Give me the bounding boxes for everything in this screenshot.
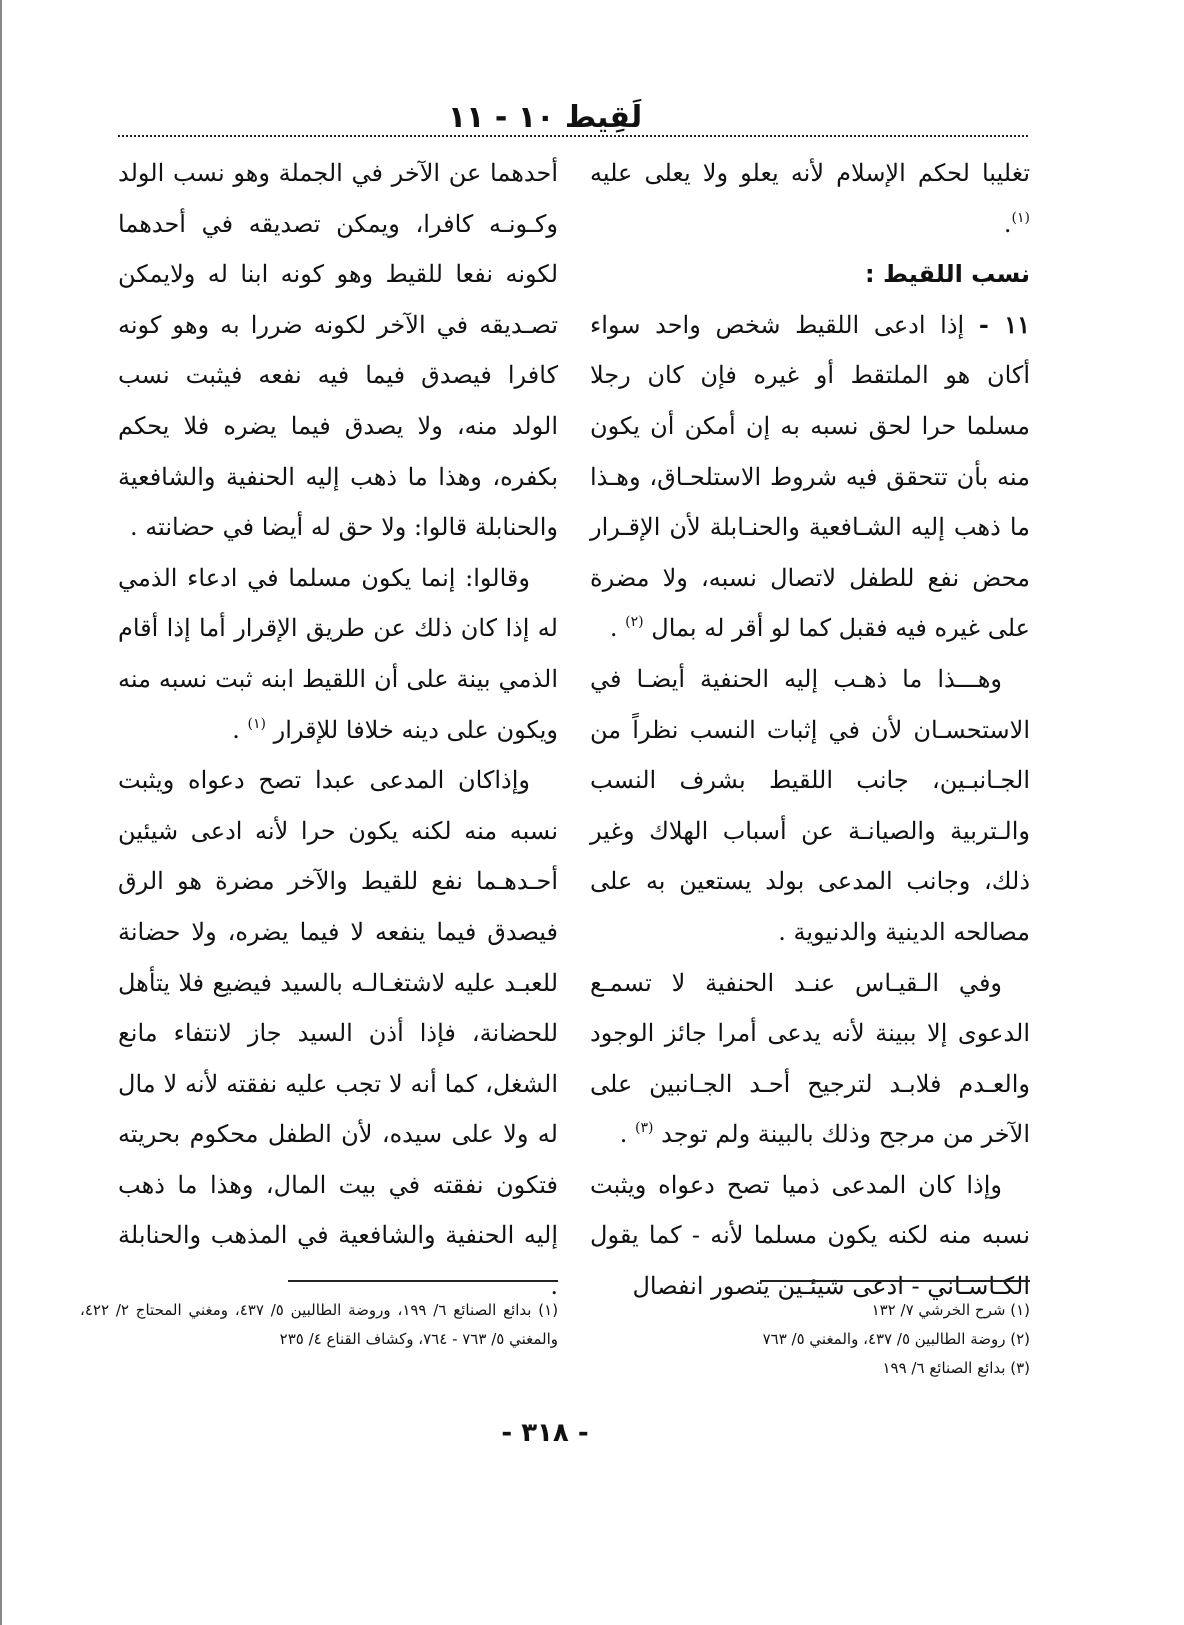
footnote-separator <box>288 1280 558 1282</box>
paragraph-end: . <box>619 1120 628 1149</box>
paragraph-end: . <box>609 614 618 643</box>
footnote-reference: (٢) <box>625 614 644 631</box>
footnote: (١) بدائع الصنائع ٦/ ١٩٩، وروضة الطالبين ٥/ ٤٣٧، ومغني المحتاج ٢/ ٤٢٢، والمغني ٥/ ٧٦٣ - ٧٦٤، وكشاف القناع ٤/ ٢٣٥ <box>80 1301 559 1348</box>
right-footnotes <box>760 1296 1030 1383</box>
paragraph-text: وقالوا: إنما يكون مسلما في ادعاء الذمي له إذا كان ذلك عن طريق الإقرار أما إذا أقام الذمي بينة على أن اللقيط ابنه ثبت نسبه منه ويكون على دينه خلافا للإقرار <box>118 563 558 744</box>
paragraph-text: إذا ادعى اللقيط شخص واحد سواء أكان هو الملتقط أو غيره فإن كان رجلا مسلما حرا لحق نسبه به إن أمكن أن يكون منه بأن تتحقق فيه شروط الاستلحـاق، وهـذا ما ذهب إليه الشـافعية والحنـابلة لأن الإقـرار محض نفع للطفل لاتصال نسبه، ولا مضرة على غيره فيه فقبل كما لو أقر له بمال <box>590 310 1030 643</box>
footnote-reference: (١) <box>247 715 266 732</box>
footnote: (١) شرح الخرشي ٧/ ١٣٢ <box>871 1301 1030 1319</box>
paragraph: وإذا كان المدعى ذميا تصح دعواه ويثبت نسبه منه لكنه يكون مسلما لأنه - كما يقول الكـاسـاني - ادعى شيئـين يتصور انفصال <box>590 1170 1030 1301</box>
left-footnotes <box>80 1296 558 1354</box>
section-heading: نسب اللقيط : <box>865 260 1030 289</box>
paragraph-end: . <box>232 715 240 744</box>
footnote-reference: (١) <box>1011 209 1030 226</box>
paragraph: أحدهما عن الآخر في الجملة وهو نسب الولد وكـونـه كافرا، ويمكن تصديقه في أحدهما لكونه نفعا للقيط وهو كونه ابنا له ولايمكن تصـديقه في الآخر لكونه ضررا به وهو كونه كافرا فيصدق فيما فيه نفعه فيثبت نسب الولد منه، ولا يصدق فيما يضره فلا يحكم بكفره، وهذا ما ذهب إليه الحنفية والشافعية والحنابلة قالوا: ولا حق له أيضا في حضانته . <box>118 159 558 542</box>
footnote-reference: (٣) <box>635 1120 654 1137</box>
paragraph <box>590 300 1030 654</box>
paragraph <box>118 553 558 755</box>
paragraph: وإذاكان المدعى عبدا تصح دعواه ويثبت نسبه منه لكنه يكون حرا لأنه ادعى شيئين أحـدهـما نفع للقيط والآخر مضرة هو الرق فيصدق فيما ينفعه لا فيما يضره، ولا حضانة للعبـد عليه لاشتغـالـه بالسيد فيضيع فلا يتأهل للحضانة، فإذا أذن السيد جاز لانتفاء مانع الشغل، كما أنه لا تجب عليه نفقته لأنه لا مال له ولا على سيده، لأن الطفل محكوم بحريته فتكون نفقته في بيت المال، وهذا ما ذهب إليه الحنفية والشافعية في المذهب والحنابلة . <box>118 766 558 1301</box>
page-number: - ٣١٨ - <box>501 1418 589 1448</box>
paragraph-text: وفي الـقيـاس عنـد الحنفية لا تسمـع الدعوى إلا ببينة لأنه يدعى أمرا جائز الوجود والعـدم فلابـد لترجيح أحـد الجـانبين على الآخر من مرجح وذلك بالبينة ولم توجد <box>590 968 1030 1149</box>
paragraph: وهـــذا ما ذهـب إليه الحنفية أيضـا في الاستحسـان لأن في إثبات النسب نظراً من الجـانبـين، جانب اللقيط بشرف النسب والـتربية والصيانـة عن أسباب الهلاك وغير ذلك، وجانب المدعى بولد يستعين به على مصالحه الدينية والدنيوية . <box>590 664 1030 946</box>
footnote: (٢) روضة الطالبين ٥/ ٤٣٧، والمغني ٥/ ٧٦٣ <box>762 1330 1030 1348</box>
scan-edge-line <box>0 0 2 1625</box>
paragraph-end: . <box>1003 209 1012 238</box>
running-header-title: لَقِيط ١٠ - ١١ <box>447 100 643 135</box>
left-text-column <box>118 148 558 1312</box>
paragraph <box>590 958 1030 1160</box>
paragraph-text: تغليبا لحكم الإسلام لأنه يعلو ولا يعلى عليه <box>590 159 1030 187</box>
footnote-separator <box>760 1280 1030 1282</box>
paragraph <box>590 148 1030 249</box>
footnote: (٣) بدائع الصنائع ٦/ ١٩٩ <box>882 1359 1030 1377</box>
section-number: ١١ - <box>978 309 1030 339</box>
right-text-column <box>590 148 1030 1312</box>
header-dotted-rule <box>118 135 1028 137</box>
